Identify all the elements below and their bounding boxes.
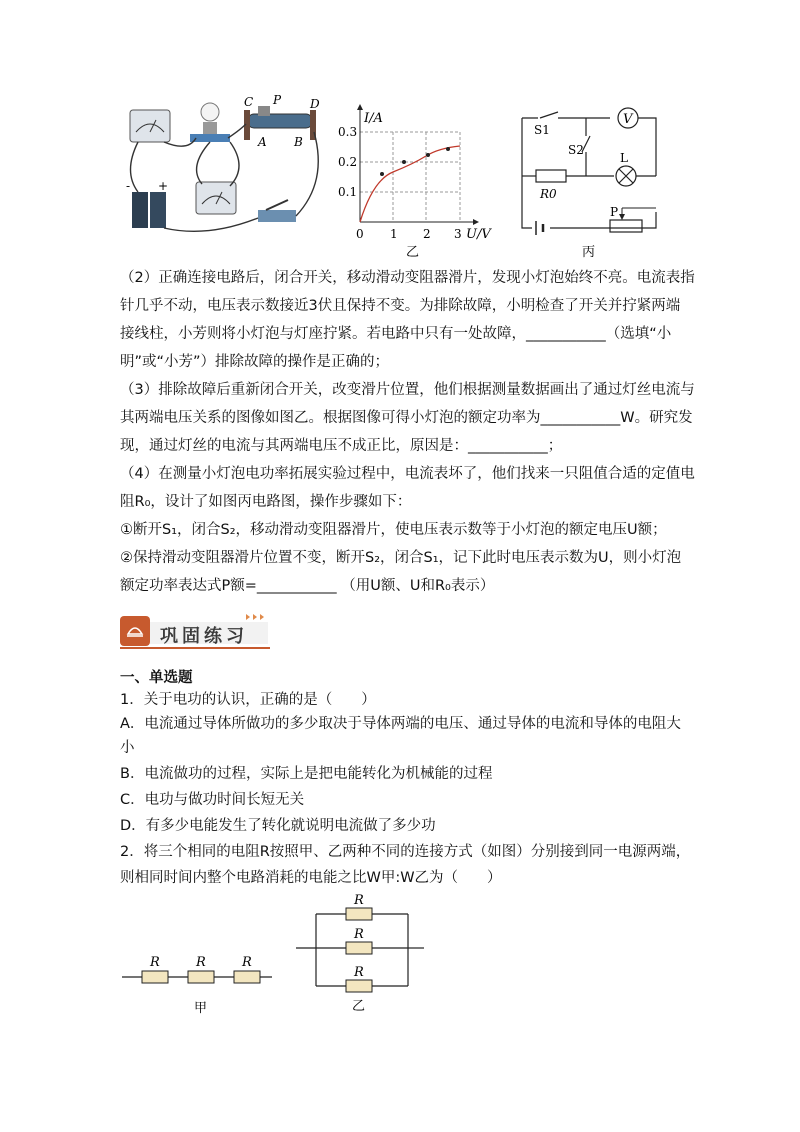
circuit-bing: [510, 100, 670, 262]
apparatus-label-A: A: [258, 135, 267, 149]
circuit-label-P: P: [610, 205, 619, 219]
banner-title: 巩固练习: [160, 626, 248, 647]
q3-line-3: 现，通过灯丝的电流与其两端电压不成正比，原因是：___________；: [120, 438, 563, 454]
graph-ylabel: I/A: [364, 111, 383, 126]
q2-line-2: 针几乎不动，电压表示数接近3伏且保持不变。为排除故障，小明检查了开关并拧紧两端: [120, 298, 681, 314]
series-caption: 甲: [194, 1001, 208, 1016]
mcq1-option-d: D．有多少电能发生了转化就说明电流做了多少功: [120, 818, 436, 834]
mcq2-line-2: 则相同时间内整个电路消耗的电能之比W甲:W乙为（ ）: [120, 870, 502, 886]
mcq1-stem: 1．关于电功的认识，正确的是（ ）: [120, 692, 376, 708]
apparatus-label-minus: -: [126, 179, 131, 193]
graph-ytick-01: 0.1: [338, 185, 358, 199]
mcq2-line-1: 2．将三个相同的电阻R按照甲、乙两种不同的连接方式（如图）分别接到同一电源两端，: [120, 844, 691, 860]
q2-line-4: 明”或“小芳”）排除故障的操作是正确的；: [120, 354, 390, 370]
parallel-label-r2: R: [354, 927, 364, 942]
mcq1-option-a: A．电流通过导体所做功的多少取决于导体两端的电压、通过导体的电流和导体的电阻大: [120, 716, 681, 732]
apparatus-label-P: P: [273, 93, 282, 107]
voltmeter-icon: [196, 182, 236, 214]
parallel-circuit: [296, 892, 426, 1014]
parallel-label-r3: R: [354, 965, 364, 980]
circuit-label-V: V: [623, 112, 633, 127]
battery-icon: [132, 192, 166, 228]
circuit-label-R0: R0: [540, 187, 557, 201]
graph-xlabel: U/V: [466, 227, 491, 242]
parallel-caption: 乙: [352, 999, 366, 1014]
apparatus-label-C: C: [244, 95, 254, 109]
graph-ytick-02: 0.2: [338, 155, 358, 169]
circuit-label-S2: S2: [568, 143, 584, 157]
q4-line-5: 额定功率表达式P额=___________ （用U额、U和R₀表示）: [120, 578, 495, 594]
ammeter-icon: [130, 110, 170, 142]
graph-xtick-2: 2: [423, 227, 431, 241]
mcq1-option-a-cont: 小: [120, 740, 135, 756]
series-label-r1: R: [150, 955, 160, 970]
graph-ytick-03: 0.3: [338, 125, 358, 139]
graph-xtick-0: 0: [356, 227, 364, 241]
practice-banner: [120, 612, 272, 650]
rheostat-icon: [244, 106, 316, 140]
section-title: 一、单选题: [120, 670, 193, 686]
q2-line-3: 接线柱，小芳则将小灯泡与灯座拧紧。若电路中只有一处故障，___________（选填“小: [120, 326, 672, 342]
iu-graph: [338, 100, 496, 262]
q4-step-1: ①断开S₁，闭合S₂，移动滑动变阻器滑片，使电压表示数等于小灯泡的额定电压U额；: [120, 522, 667, 538]
mcq1-option-c: C．电功与做功时间长短无关: [120, 792, 305, 808]
mcq1-option-b: B．电流做功的过程，实际上是把电能转化为机械能的过程: [120, 766, 493, 782]
q3-line-2: 其两端电压关系的图像如图乙。根据图像可得小灯泡的额定功率为___________W。研究发: [120, 410, 693, 426]
apparatus-figure: [118, 92, 333, 237]
q3-line-1: （3）排除故障后重新闭合开关，改变滑片位置，他们根据测量数据画出了通过灯丝电流与: [120, 382, 695, 398]
circuit-label-S1: S1: [534, 123, 550, 137]
q2-line-1: （2）正确连接电路后，闭合开关，移动滑动变阻器滑片，发现小灯泡始终不亮。电流表指: [120, 270, 695, 286]
series-circuit: [120, 950, 280, 1022]
series-label-r3: R: [242, 955, 252, 970]
graph-xtick-1: 1: [390, 227, 398, 241]
apparatus-label-D: D: [310, 97, 320, 111]
q4-line-1: （4）在测量小灯泡电功率拓展实验过程中，电流表坏了，他们找来一只阻值合适的定值电: [120, 466, 695, 482]
circuit-caption: 丙: [582, 245, 596, 260]
bulb-icon: [190, 103, 230, 142]
apparatus-label-plus: +: [158, 179, 169, 193]
apparatus-label-B: B: [294, 135, 303, 149]
circuit-label-L: L: [620, 151, 628, 165]
iu-curve: [360, 146, 460, 222]
parallel-label-r1: R: [354, 893, 364, 908]
graph-caption: 乙: [406, 245, 420, 260]
series-label-r2: R: [196, 955, 206, 970]
switch-icon: [258, 200, 296, 222]
q4-line-2: 阻R₀，设计了如图丙电路图，操作步骤如下：: [120, 494, 412, 510]
graph-xtick-3: 3: [454, 227, 462, 241]
q4-step-2: ②保持滑动变阻器滑片位置不变，断开S₂，闭合S₁，记下此时电压表示数为U，则小灯泡: [120, 550, 682, 566]
